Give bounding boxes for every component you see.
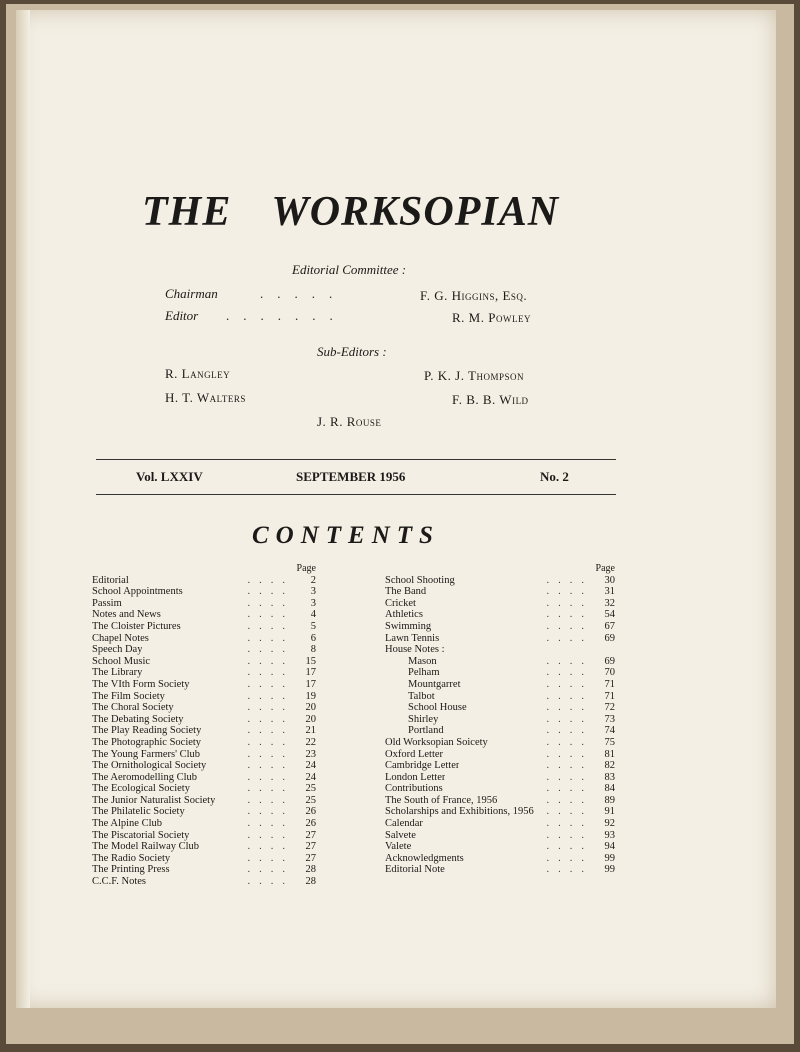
contents-entry	[385, 609, 615, 621]
leader-dots: ....	[247, 841, 294, 853]
leader-dots: ....	[546, 702, 593, 714]
contents-entry-title: The Film Society	[92, 690, 165, 702]
leader-dots: ....	[546, 783, 593, 795]
contents-entry-page: 5	[310, 620, 316, 632]
sub-editor: J. R. Rouse	[317, 414, 382, 429]
leader-dots: ....	[247, 667, 294, 679]
contents-entry-title: Shirley	[408, 713, 439, 725]
contents-entry-page: 89	[604, 794, 615, 806]
contents-entry-page: 32	[604, 597, 615, 609]
contents-entry-title: School Music	[92, 655, 151, 667]
contents-entry-title: Valete	[385, 841, 412, 853]
contents-entry	[92, 598, 316, 610]
contents-entry-page	[593, 644, 615, 656]
contents-entry-page: 20	[305, 713, 316, 725]
leader-dots: ....	[546, 852, 593, 864]
leader-dots: ....	[546, 806, 593, 818]
contents-entry	[385, 586, 615, 598]
contents-entry-page: 28	[305, 876, 316, 888]
contents-entry	[92, 737, 316, 749]
contents-entry-page: 73	[604, 713, 615, 725]
contents-entry	[385, 772, 615, 784]
leader-dots: ....	[247, 713, 294, 725]
contents-entry-title: Talbot	[408, 690, 435, 702]
contents-entry-title: Passim	[92, 597, 122, 609]
contents-entry-title: The Debating Society	[92, 713, 184, 725]
contents-entry-page: 2	[310, 574, 316, 586]
contents-entry-page: 94	[604, 841, 615, 853]
contents-entry-page: 69	[604, 632, 615, 644]
sub-editor: R. Langley	[165, 366, 231, 381]
contents-entry-page: 19	[305, 690, 316, 702]
contents-entry-title: Mason	[408, 655, 437, 667]
leader-dots: ....	[546, 678, 593, 690]
contents-entry	[92, 795, 316, 807]
contents-entry	[92, 725, 316, 737]
contents-entry-title: Pelham	[408, 667, 440, 679]
masthead-word-the: THE	[142, 189, 232, 235]
contents-entry	[385, 737, 615, 749]
contents-entry-title: Swimming	[385, 620, 432, 632]
sub-editor: H. T. Walters	[165, 390, 246, 405]
contents-entry	[92, 818, 316, 830]
contents-entry	[385, 783, 615, 795]
leader-dots: ....	[247, 597, 294, 609]
leader-dots: ....	[546, 597, 593, 609]
contents-entry	[385, 633, 615, 645]
page-column-header: Page	[296, 563, 316, 574]
contents-title: CONTENTS	[252, 522, 440, 549]
contents-entry-title: The Philatelic Society	[92, 806, 185, 818]
contents-entry-page: 24	[305, 760, 316, 772]
leader-dots: ....	[546, 771, 593, 783]
contents-entry-page: 6	[310, 632, 316, 644]
leader-dots: ....	[546, 841, 593, 853]
contents-entry	[92, 667, 316, 679]
contents-entry-page: 30	[604, 574, 615, 586]
leader-dots: ....	[247, 620, 294, 632]
contents-entry-page: 27	[305, 829, 316, 841]
contents-entry-title: The Aeromodelling Club	[92, 771, 197, 783]
contents-entry	[385, 644, 615, 656]
contents-entry-title: House Notes :	[385, 644, 445, 656]
leader-dots: ....	[546, 829, 593, 841]
contents-entry-page: 8	[310, 644, 316, 656]
contents-entry	[385, 760, 615, 772]
contents-entry-title: The Library	[92, 667, 143, 679]
contents-entry	[92, 806, 316, 818]
leader-dots: ....	[247, 794, 294, 806]
contents-entry-page: 72	[604, 702, 615, 714]
leader-dots: ....	[546, 794, 593, 806]
contents-entry-page: 31	[604, 586, 615, 598]
leader-dots: ....	[247, 586, 294, 598]
volume-label: Vol. LXXIV	[136, 469, 203, 484]
contents-entry	[385, 818, 615, 830]
contents-entry-title: Editorial Note	[385, 864, 445, 876]
leader-dots: ....	[247, 609, 294, 621]
sub-editor: F. B. B. Wild	[452, 392, 529, 407]
leader-dots: ....	[247, 760, 294, 772]
contents-right-list	[385, 575, 615, 876]
contents-entry	[92, 691, 316, 703]
contents-entry	[385, 749, 615, 761]
contents-entry-page: 92	[604, 818, 615, 830]
contents-entry	[385, 830, 615, 842]
contents-entry-page: 27	[305, 852, 316, 864]
leader-dots: ....	[247, 678, 294, 690]
contents-entry-title: The Cloister Pictures	[92, 620, 181, 632]
contents-entry-page: 93	[604, 829, 615, 841]
leader-dots: ....	[247, 725, 294, 737]
contents-entry	[92, 609, 316, 621]
contents-right-column	[385, 563, 615, 876]
leader-dots: ....	[546, 713, 593, 725]
leader-dots: ....	[247, 852, 294, 864]
contents-entry-page: 28	[305, 864, 316, 876]
contents-entry	[385, 702, 615, 714]
sub-editor: P. K. J. Thompson	[424, 368, 524, 383]
contents-entry-title: Speech Day	[92, 644, 143, 656]
contents-entry	[385, 621, 615, 633]
contents-entry-title: Oxford Letter	[385, 748, 444, 760]
contents-entry-page: 91	[604, 806, 615, 818]
contents-entry	[385, 714, 615, 726]
contents-entry-title: School House	[408, 702, 467, 714]
chairman-label: Chairman	[165, 286, 218, 301]
contents-entry	[92, 841, 316, 853]
contents-entry	[92, 876, 316, 888]
contents-entry-title: C.C.F. Notes	[92, 876, 147, 888]
leader-dots: ....	[247, 748, 294, 760]
issue-number: No. 2	[540, 469, 569, 484]
divider-top	[96, 459, 616, 460]
contents-entry-page: 22	[305, 736, 316, 748]
leader-dots: .......	[226, 308, 347, 323]
contents-entry-page: 81	[604, 748, 615, 760]
committee-heading: Editorial Committee :	[292, 262, 407, 277]
page-binding	[16, 10, 30, 1008]
contents-entry-title: The Band	[385, 586, 427, 598]
contents-entry-title: The Radio Society	[92, 852, 171, 864]
leader-dots: ....	[546, 667, 593, 679]
contents-entry-title: Salvete	[385, 829, 416, 841]
contents-entry-page: 69	[604, 655, 615, 667]
leader-dots: ....	[546, 760, 593, 772]
contents-entry-page: 26	[305, 806, 316, 818]
masthead-word-worksopian: WORKSOPIAN	[271, 189, 560, 235]
contents-entry-title: The Junior Naturalist Society	[92, 794, 216, 806]
contents-entry	[385, 598, 615, 610]
contents-entry-page: 15	[305, 655, 316, 667]
contents-entry	[92, 864, 316, 876]
contents-entry-page: 27	[305, 841, 316, 853]
leader-dots: ....	[546, 736, 593, 748]
contents-entry-page: 25	[305, 783, 316, 795]
contents-entry	[92, 656, 316, 668]
contents-entry-title: Acknowledgments	[385, 852, 464, 864]
leader-dots: ....	[546, 586, 593, 598]
page-column-header: Page	[595, 563, 615, 574]
contents-left-column	[92, 563, 316, 888]
contents-entry-title: Notes and News	[92, 609, 161, 621]
chairman-name: F. G. Higgins, Esq.	[420, 288, 528, 303]
leader-dots: ....	[546, 620, 593, 632]
contents-entry-title: The Piscatorial Society	[92, 829, 190, 841]
contents-entry-title: The Alpine Club	[92, 818, 162, 830]
contents-entry	[385, 864, 615, 876]
contents-entry-title: Mountgarret	[408, 678, 461, 690]
contents-entry-title: London Letter	[385, 771, 446, 783]
contents-entry-page: 75	[604, 736, 615, 748]
contents-entry-title: Athletics	[385, 609, 423, 621]
contents-entry	[92, 760, 316, 772]
contents-entry-title: Contributions	[385, 783, 443, 795]
leader-dots: ....	[247, 690, 294, 702]
contents-entry-page: 70	[604, 667, 615, 679]
leader-dots: ....	[247, 702, 294, 714]
contents-entry	[92, 772, 316, 784]
leader-dots: ....	[247, 783, 294, 795]
contents-entry	[92, 679, 316, 691]
contents-entry-page: 74	[604, 725, 615, 737]
contents-entry	[385, 575, 615, 587]
contents-entry	[92, 633, 316, 645]
contents-entry-title: The Young Farmers' Club	[92, 748, 201, 760]
contents-entry	[92, 749, 316, 761]
leader-dots: ....	[546, 574, 593, 586]
contents-entry-page: 25	[305, 794, 316, 806]
contents-entry-title: The Play Reading Society	[92, 725, 202, 737]
leader-dots: ....	[546, 725, 593, 737]
contents-left-list	[92, 575, 316, 888]
contents-entry-page: 23	[305, 748, 316, 760]
contents-entry-page: 24	[305, 771, 316, 783]
leader-dots: ....	[546, 864, 593, 876]
contents-entry	[385, 806, 615, 818]
contents-entry	[92, 714, 316, 726]
leader-dots: ....	[247, 864, 294, 876]
page	[16, 10, 776, 1008]
leader-dots: ....	[546, 609, 593, 621]
leader-dots: ....	[247, 644, 294, 656]
leader-dots: ....	[247, 771, 294, 783]
contents-entry	[92, 702, 316, 714]
contents-entry-title: The South of France, 1956	[385, 794, 498, 806]
contents-entry-title: The Ornithological Society	[92, 760, 207, 772]
contents-entry	[385, 841, 615, 853]
leader-dots: ....	[247, 818, 294, 830]
divider-bottom	[96, 494, 616, 495]
contents-entry-title: The VIth Form Society	[92, 678, 190, 690]
leader-dots: ....	[247, 876, 294, 888]
leader-dots: ....	[546, 632, 593, 644]
contents-entry-page: 17	[305, 678, 316, 690]
contents-entry-title: The Printing Press	[92, 864, 170, 876]
contents-entry	[385, 725, 615, 737]
sub-editors-heading: Sub-Editors :	[317, 344, 387, 359]
masthead-title	[142, 188, 559, 236]
leader-dots: ....	[247, 632, 294, 644]
leader-dots: ....	[247, 736, 294, 748]
contents-entry-page: 17	[305, 667, 316, 679]
contents-entry-page: 71	[604, 690, 615, 702]
contents-entry	[92, 575, 316, 587]
contents-entry-title: Lawn Tennis	[385, 632, 440, 644]
contents-entry	[385, 691, 615, 703]
leader-dots: ....	[247, 655, 294, 667]
contents-entry	[92, 853, 316, 865]
contents-entry-page: 20	[305, 702, 316, 714]
leader-dots: ....	[247, 574, 294, 586]
contents-entry-title: The Model Railway Club	[92, 841, 200, 853]
contents-entry-page: 3	[310, 586, 316, 598]
leader-dots: ....	[247, 806, 294, 818]
contents-entry-page: 3	[310, 597, 316, 609]
contents-entry	[385, 795, 615, 807]
leader-dots: ....	[546, 690, 593, 702]
contents-entry-title: Editorial	[92, 574, 129, 586]
contents-entry-page: 84	[604, 783, 615, 795]
contents-entry-title: Chapel Notes	[92, 632, 149, 644]
contents-entry	[92, 621, 316, 633]
contents-entry	[92, 783, 316, 795]
contents-entry-page: 82	[604, 760, 615, 772]
contents-entry-page: 99	[604, 864, 615, 876]
editor-label: Editor	[165, 308, 199, 323]
contents-entry	[385, 656, 615, 668]
contents-entry	[385, 679, 615, 691]
contents-entry-page: 71	[604, 678, 615, 690]
contents-entry	[385, 667, 615, 679]
contents-entry	[92, 830, 316, 842]
contents-entry-title: The Ecological Society	[92, 783, 190, 795]
contents-entry-title: School Shooting	[385, 574, 455, 586]
contents-entry-page: 54	[604, 609, 615, 621]
contents-entry	[92, 586, 316, 598]
leader-dots: ....	[247, 829, 294, 841]
contents-entry-page: 4	[310, 609, 316, 621]
issue-date: SEPTEMBER 1956	[296, 469, 406, 484]
contents-entry	[92, 644, 316, 656]
leader-dots: ....	[546, 748, 593, 760]
contents-entry-page: 26	[305, 818, 316, 830]
contents-entry-title: Portland	[408, 725, 444, 737]
leader-dots: .....	[260, 286, 347, 301]
contents-entry-page: 67	[604, 620, 615, 632]
leader-dots: ....	[546, 655, 593, 667]
contents-entry-title: The Photographic Society	[92, 736, 202, 748]
leader-dots: ....	[546, 818, 593, 830]
contents-entry-title: Calendar	[385, 818, 423, 830]
contents-entry-title: School Appointments	[92, 586, 183, 598]
contents-entry-title: The Choral Society	[92, 702, 174, 714]
contents-entry-page: 83	[604, 771, 615, 783]
contents-entry-title: Scholarships and Exhibitions, 1956	[385, 806, 534, 818]
contents-entry	[385, 853, 615, 865]
contents-entry-page: 99	[604, 852, 615, 864]
contents-entry-title: Cambridge Letter	[385, 760, 460, 772]
contents-entry-title: Cricket	[385, 597, 416, 609]
contents-entry-title: Old Worksopian Soicety	[385, 736, 488, 748]
contents-entry-page: 21	[305, 725, 316, 737]
editor-name: R. M. Powley	[452, 310, 531, 325]
